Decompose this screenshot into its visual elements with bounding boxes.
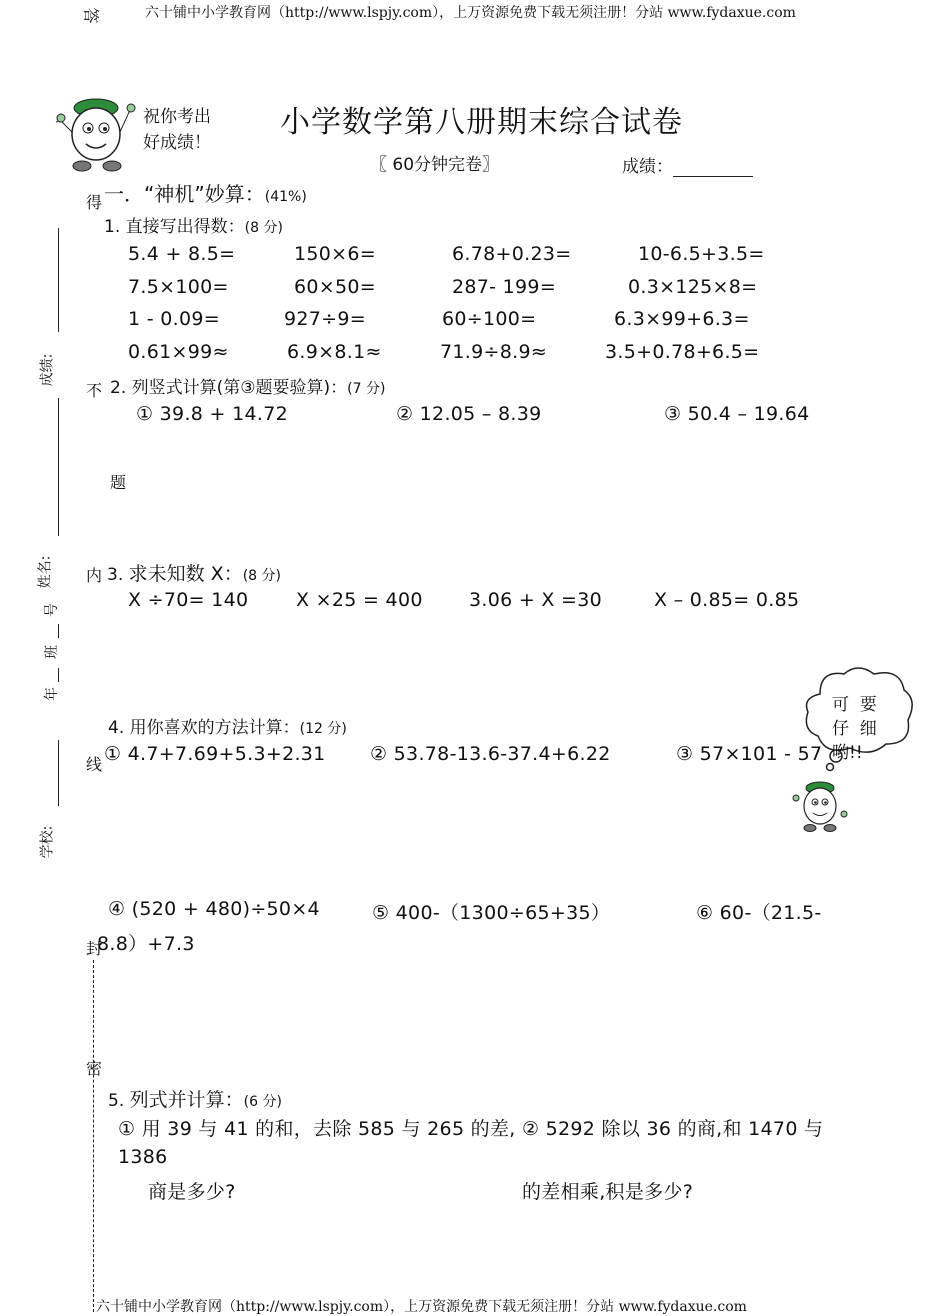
q4-label: 4. 用你喜欢的方法计算： [108,718,300,738]
margin-line-name [58,398,59,536]
margin-line-school [58,740,59,806]
greeting-line2: 好成绩！ [143,133,211,153]
margin-ban-label: 班 [44,645,60,659]
q1-label: 1. 直接写出得数： [104,217,245,237]
score-label: 成绩： [622,157,673,177]
q1-r4-c3: 71.9÷8.9≈ [440,341,548,363]
bubble-line3: 哟!! [832,743,863,763]
q3-item-3: 3.06 + X =30 [469,589,603,611]
binding-dashed-line [93,960,94,1312]
margin-char-mi: 密 [86,1059,103,1078]
margin-xingming-label: 姓名: [37,555,54,589]
q5-line3-right: 的差相乘,积是多少? [522,1181,694,1203]
q2-header [110,373,385,398]
q1-r4-c1: 0.61×99≈ [128,341,229,363]
header-banner: 六十铺中小学教育网（http://www.lspjy.com），上万资源免费下载无须注册！分站 www.fydaxue.com [145,5,796,21]
q3-item-2: X ×25 = 400 [296,589,423,611]
q1-r1-c2: 150×6= [294,243,376,265]
q3-points: (8 分) [242,568,281,584]
q3-label: 求未知数 X： [128,563,243,585]
q4-item-1: ① 4.7+7.69+5.3+2.31 [104,743,326,765]
bubble-line2: 仔 细 [832,719,877,739]
q1-r2-c3: 287- 199= [452,276,557,298]
q4-item-2: ② 53.78-13.6-37.4+6.22 [370,743,611,765]
q5-line2: 1386 [118,1146,168,1168]
small-mascot-icon [790,776,850,836]
q4-item-6: ⑥ 60-（21.5- [696,902,822,924]
q2-item-1: ① 39.8 + 14.72 [136,403,288,425]
margin-char-de: 得 [86,193,103,212]
q1-points: (8 分) [244,220,283,236]
q5-header [108,1085,282,1112]
q2-item-2: ② 12.05 – 8.39 [396,403,542,425]
margin-nian-label: 年 [44,687,60,701]
q1-r2-c1: 7.5×100= [128,276,229,298]
q1-r4-c4: 3.5+0.78+6.5= [605,341,760,363]
q1-r4-c2: 6.9×8.1≈ [287,341,382,363]
section1-heading [104,178,307,207]
section1-weight: (41%) [264,189,307,205]
q5-line1: ① 用 39 与 41 的和，去除 585 与 265 的差, ② 5292 除以 36 的商,和 1470 与 [118,1118,824,1140]
q1-r3-c4: 6.3×99+6.3= [614,308,750,330]
q5-number: 5. [108,1091,125,1111]
section1-title: 一．“神机”妙算： [104,182,265,206]
q3-header [107,559,281,586]
margin-hao-label: 号 [44,603,60,617]
q2-item-3: ③ 50.4 – 19.64 [664,403,810,425]
q1-r3-c3: 60÷100= [442,308,537,330]
margin-line-class [58,624,59,638]
q1-r2-c4: 0.3×125×8= [628,276,758,298]
margin-char-bu: 不 [86,381,103,400]
q1-r3-c1: 1 - 0.09= [128,308,220,330]
margin-char-feng: 封 [86,939,103,958]
margin-char-ti: 题 [110,473,127,492]
margin-char-nei: 内 [86,566,103,585]
q3-item-4: X – 0.85= 0.85 [654,589,800,611]
q2-label: 2. 列竖式计算(第③题要验算)： [110,378,348,398]
q5-label: 列式并计算： [129,1089,244,1111]
margin-line-score [58,228,59,332]
margin-line-grade [58,668,59,682]
score-blank[interactable] [673,160,753,177]
q1-r1-c1: 5.4 + 8.5= [128,243,236,265]
q3-number: 3. [107,565,124,585]
mascot-icon [56,88,136,174]
q5-points: (6 分) [243,1094,282,1110]
margin-char-da: 答 [81,7,101,24]
q4-item-4: ④ (520 + 480)÷50×4 [108,898,320,920]
q4-header [108,713,347,738]
score-field [622,152,753,177]
q1-r1-c4: 10-6.5+3.5= [638,243,765,265]
time-note: 〖 60分钟完卷〗 [370,155,500,175]
q2-points: (7 分) [347,381,386,397]
margin-chengji-label: 成绩: [39,353,56,387]
q3-item-1: X ÷70= 140 [128,589,249,611]
q1-r2-c2: 60×50= [294,276,376,298]
q4-item-3: ③ 57×101 - 57 [676,743,823,765]
greeting-line1: 祝你考出 [143,107,211,127]
q4-points: (12 分) [299,721,347,737]
margin-char-xian: 线 [86,755,103,774]
q4-item-6-cont: 8.8）+7.3 [97,933,195,955]
footer-banner: 六十铺中小学教育网（http://www.lspjy.com），上万资源免费下载无须注册！分站 www.fydaxue.com [96,1299,747,1315]
page-title: 小学数学第八册期末综合试卷 [280,105,683,140]
q5-line3-left: 商是多少? [148,1181,236,1203]
q1-header [104,212,283,237]
margin-xuexiao-label: 学校: [39,825,56,859]
bubble-line1: 可 要 [832,695,877,715]
q1-r1-c3: 6.78+0.23= [452,243,572,265]
q4-item-5: ⑤ 400-（1300÷65+35） [372,902,611,924]
q1-r3-c2: 927÷9= [284,308,366,330]
